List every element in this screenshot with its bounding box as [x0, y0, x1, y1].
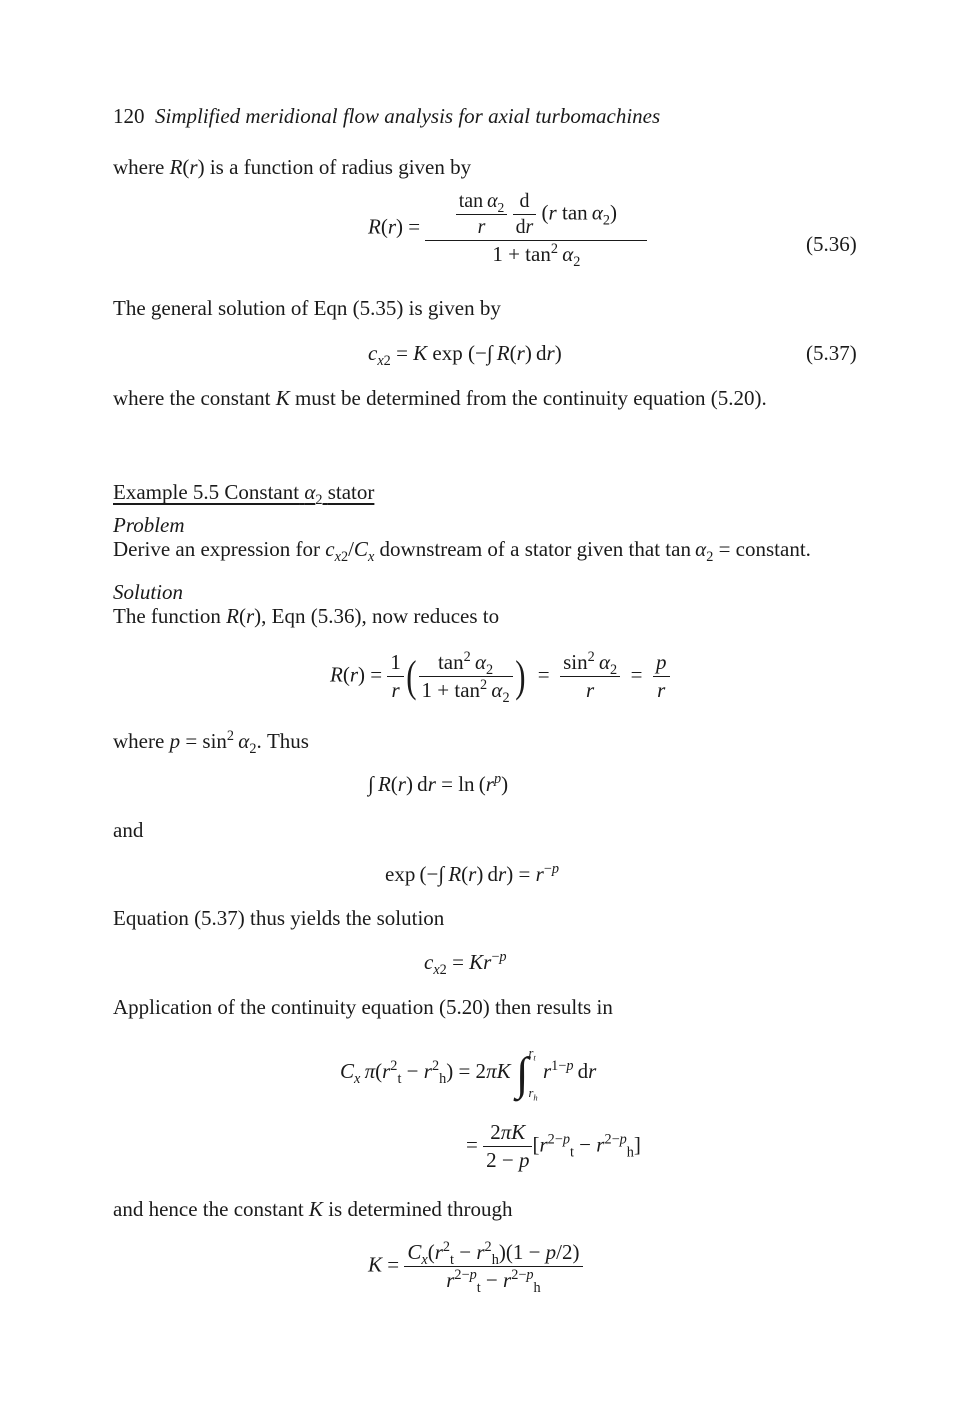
and-text: and: [113, 818, 144, 842]
paragraph-3: where the constant K must be determined from the continuity equation (5.20).: [113, 386, 767, 410]
problem-label: Problem: [113, 513, 185, 537]
equation-k: K = $\frac{C_x(r^2_t - r^2_h)(1 - p/2)}{r^{2-p}_t - r^{2-p}_h}$: [368, 1240, 583, 1293]
equation-number-5-37: (5.37): [806, 341, 857, 365]
equation-exp: exp (−∫ R(r) $dr) = r^{-p}$: [385, 861, 559, 886]
where-p-text: where $p = \sin^2 \alpha_2$. Thus: [113, 728, 309, 758]
problem-text: Derive an expression for $c_{x2}/C_x$ downstream of a stator given that $\tan \alpha_2$ = constant.: [113, 537, 811, 566]
paragraph-1: where R(r) is a function of radius given by: [113, 155, 472, 179]
equation-integral-ln: ∫ R(r) dr = $\ln (r^p)$: [368, 771, 509, 796]
equation-continuity: $C_x$ $\pi(r^2_t - r^2_h) = 2\pi K$ $\int r_t$ $r_h$ $r^{1-p}$ dr: [340, 1046, 597, 1103]
equation-cx2: $c_{x2} = Kr^{-p}$: [424, 949, 507, 979]
application-text: Application of the continuity equation (5.20) then results in: [113, 995, 613, 1019]
equation-continuity-result: = $\frac{2\pi K}{2 - p}$ $[r^{2-p}_t - r^{2-p}_h]$: [466, 1120, 641, 1172]
solution-label: Solution: [113, 580, 184, 604]
eq-yields-text: Equation (5.37) thus yields the solution: [113, 906, 445, 930]
equation-5-36: R(r) = $\frac{\tan \alpha_2}{r}$ $\frac{d}{dr}$ (r $\tan \alpha_2$) $1 + \tan^2 \alpha_2$: [368, 190, 647, 267]
example-title: Example 5.5 Constant $\alpha_2$ stator: [113, 480, 375, 509]
equation-number-5-36: (5.36): [806, 232, 857, 256]
page-number: 120: [113, 104, 145, 128]
paragraph-2: The general solution of Eqn (5.35) is given by: [113, 296, 501, 320]
running-title: Simplified meridional flow analysis for axial turbomachines: [155, 104, 661, 128]
equation-r-reduced: R(r) = $\frac{1}{r}$ ( $\frac{\tan^2 \alpha_2}{1 + \tan^2 \alpha_2}$ ) = $\frac{\sin^2 \alpha_2}{r}$ = $\frac{p}{r}$: [330, 650, 670, 703]
running-header: [113, 104, 660, 129]
hence-text: and hence the constant K is determined through: [113, 1197, 513, 1221]
solution-text: The function R(r), Eqn (5.36), now reduces to: [113, 604, 500, 628]
equation-5-37: $c_{x2} = K$ exp (−∫ R(r) dr): [368, 341, 562, 370]
